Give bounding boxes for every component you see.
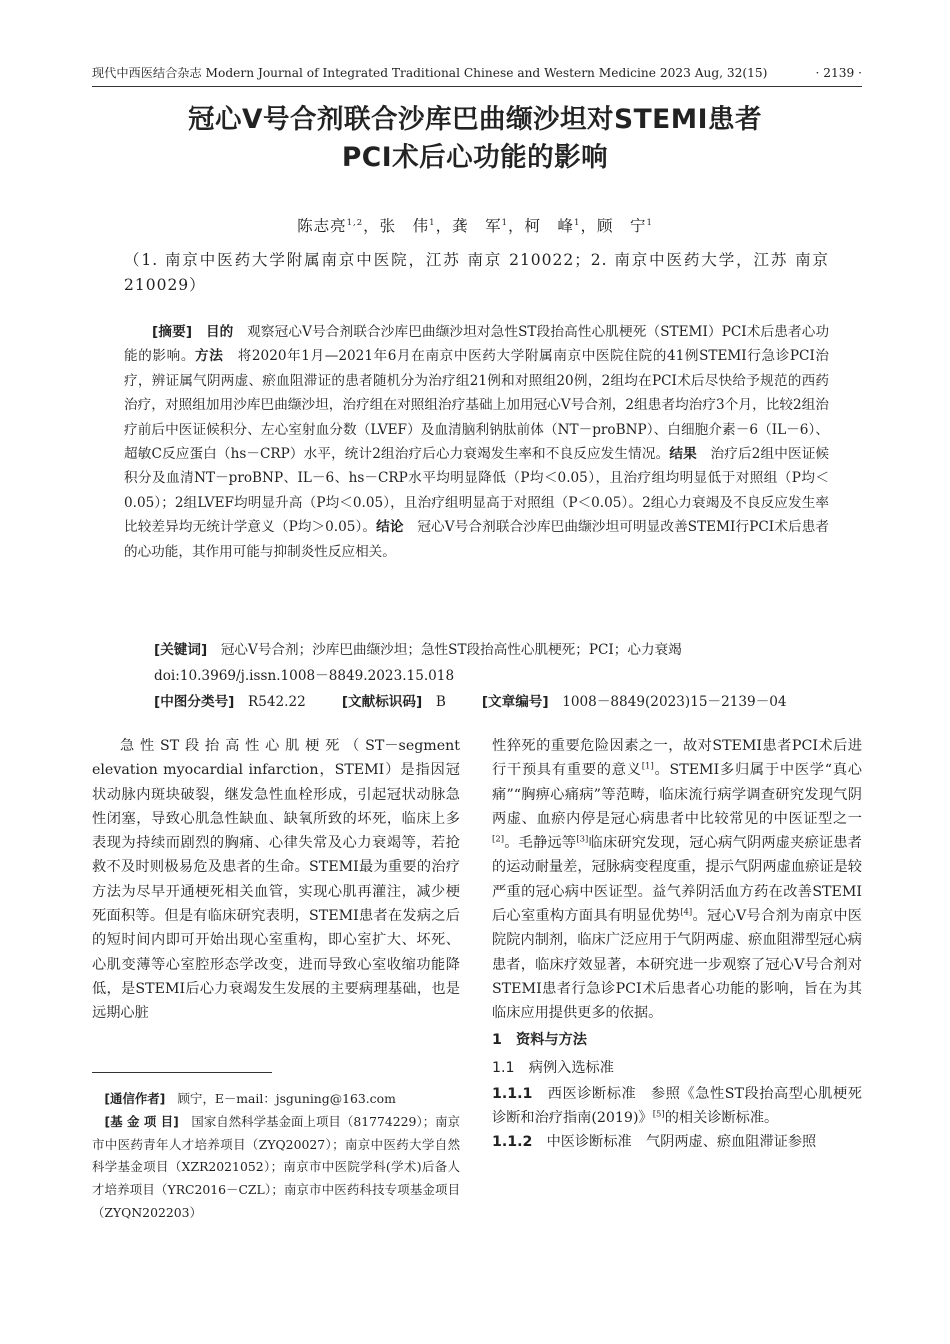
corr-text: 顾宁，E－mail：jsguning@163.com bbox=[177, 1091, 396, 1106]
author-list bbox=[60, 214, 890, 238]
intro-continuation bbox=[492, 734, 862, 1026]
results-text: 治疗后2组中医证候积分及血清NT－proBNP、IL－6、hs－CRP水平均明显降低（P均＜0.05），且治疗组均明显低于对照组（P均＜0.05）；2组LVEF均明显升高（P均＜0.05），且治疗组明显高于对照组（P＜0.05）。2组心力衰竭及不良反应发生率比较差异均无统计学意义（P均＞0.05）。 bbox=[124, 446, 830, 536]
fund-text: 国家自然科学基金面上项目（81774229）；南京市中医药青年人才培养项目（ZYQ20027）；南京中医药大学自然科学基金项目（XZR2021052）；南京市中医院学科(学术)后备人才培养项目（YRC2016－CZL）；南京市中医药科技专项基金项目（ZYQN202203） bbox=[92, 1113, 461, 1220]
citation: [1] bbox=[641, 761, 654, 772]
doc-code-value: B bbox=[435, 694, 446, 710]
results-label: 结果 bbox=[669, 446, 697, 463]
subsection-1-1-1 bbox=[492, 1082, 862, 1131]
author-affiliation-mark: 1 bbox=[429, 217, 436, 228]
citation: [4] bbox=[680, 907, 693, 918]
article-title bbox=[60, 101, 890, 177]
section-heading-1: 1 资料与方法 bbox=[492, 1031, 587, 1048]
subsection-title: 西医诊断标准 bbox=[547, 1085, 637, 1102]
clc-value: R542.22 bbox=[248, 694, 306, 710]
footnotes bbox=[92, 1088, 460, 1225]
subsection-text: 的相关诊断标准。 bbox=[664, 1109, 779, 1126]
article-number-label: [文章编号] bbox=[481, 694, 549, 710]
citation: [5] bbox=[652, 1109, 665, 1120]
keywords-label: [关键词] bbox=[154, 642, 208, 658]
objective-label: 目的 bbox=[205, 324, 234, 340]
objective-text: 观察冠心Ⅴ号合剂联合沙库巴曲缬沙坦对急性ST段抬高性心肌梗死（STEMI）PCI术后患者心功能的影响。 bbox=[124, 324, 830, 365]
doi: doi:10.3969/j.issn.1008－8849.2023.15.018 bbox=[154, 668, 455, 684]
citation: [3] bbox=[576, 834, 589, 845]
subsection-1-1-2 bbox=[492, 1130, 862, 1154]
methods-label: 方法 bbox=[195, 348, 224, 365]
subsection-number: 1.1.1 bbox=[492, 1085, 533, 1102]
author-affiliation-mark: 1 bbox=[646, 217, 653, 228]
author-affiliation-mark: 1 bbox=[501, 217, 509, 228]
header-rule bbox=[92, 86, 862, 87]
subsection-title: 中医诊断标准 bbox=[546, 1134, 632, 1151]
author-separator: ， bbox=[580, 217, 597, 235]
intro-text: 。毛静远等 bbox=[504, 835, 577, 852]
author-separator: ， bbox=[508, 217, 525, 235]
keywords-text: 冠心Ⅴ号合剂；沙库巴曲缬沙坦；急性ST段抬高性心肌梗死；PCI；心力衰竭 bbox=[220, 642, 682, 658]
author-name: 顾 宁 bbox=[596, 217, 647, 235]
methods-text: 将2020年1月—2021年6月在南京中医药大学附属南京中医院住院的41例STEMI行急诊PCI治疗，辨证属气阴两虚、瘀血阻滞证的患者随机分为治疗组21例和对照组20例，2组均在PCI术后尽快给予规范的西药治疗，对照组加用沙库巴曲缬沙坦，治疗组在对照组治疗基础上加用冠心Ⅴ号合剂，2组患者均治疗3个月，比较2组治疗前后中医证候积分、左心室射血分数（LVEF）及血清脑利钠肽前体（NT－proBNP）、白细胞介素－6（IL－6）、超敏C反应蛋白（hs－CRP）水平，统计2组治疗后心力衰竭发生率和不良反应发生情况。 bbox=[124, 348, 830, 463]
author-separator: ， bbox=[435, 217, 453, 235]
journal-info: 现代中西医结合杂志 Modern Journal of Integrated Traditional Chinese and Western Medicine 2023 Aug, 32(15) bbox=[92, 66, 768, 80]
title-line-2: PCI术后心功能的影响 bbox=[341, 142, 609, 173]
intro-text: 临床研究发现，冠心病气阴两虚夹瘀证患者的运动耐量差，冠脉病变程度重，提示气阴两虚血瘀证是较严重的冠心病中医证型。益气养阴活血方药在改善STEMI后心室重构方面具有明显优势 bbox=[492, 835, 862, 925]
author-separator: ， bbox=[363, 217, 380, 235]
abstract bbox=[124, 320, 829, 564]
footnote-rule bbox=[92, 1072, 272, 1073]
funding bbox=[92, 1111, 460, 1225]
affiliation: （1. 南京中医药大学附属南京中医院，江苏 南京 210022；2. 南京中医药大学，江苏 南京 210029） bbox=[124, 251, 829, 294]
citation: [2] bbox=[492, 834, 505, 845]
classification-line bbox=[154, 690, 844, 714]
fund-label: [基 金 项 目] bbox=[104, 1113, 179, 1129]
doc-code-label: [文献标识码] bbox=[341, 694, 423, 710]
keywords bbox=[154, 638, 829, 662]
subsection-number: 1.1.2 bbox=[492, 1134, 533, 1151]
conclusion-label: 结论 bbox=[376, 519, 404, 536]
clc-label: [中图分类号] bbox=[154, 694, 235, 710]
conclusion-text: 冠心Ⅴ号合剂联合沙库巴曲缬沙坦可明显改善STEMI行PCI术后患者的心功能，其作用可能与抑制炎性反应相关。 bbox=[124, 519, 830, 560]
running-header bbox=[92, 64, 862, 82]
corresponding-author bbox=[92, 1088, 460, 1111]
subsection-text: 参照《急性ST段抬高型心肌梗死诊断和治疗指南(2019)》 bbox=[492, 1085, 862, 1126]
author-name: 陈志亮 bbox=[297, 217, 347, 235]
author-affiliation-mark: 1 bbox=[574, 217, 581, 228]
corr-label: [通信作者] bbox=[104, 1091, 166, 1106]
intro-text: 性猝死的重要危险因素之一，故对STEMI患者PCI术后进行干预具有重要的意义 bbox=[492, 738, 862, 779]
subsection-text: 气阴两虚、瘀血阻滞证参照 bbox=[645, 1134, 817, 1151]
body-left-paragraph: 急性ST段抬高性心肌梗死（ST－segment elevation myocardial infarction，STEMI）是指因冠状动脉内斑块破裂，继发急性血栓形成，引起冠状动脉急性闭塞，导致心肌急性缺血、缺氧所致的坏死，临床上多表现为持续而剧烈的胸痛、心律失常及心力衰竭等，若抢救不及时则极易危及患者的生命。STEMI最为重要的治疗方法为尽早开通梗死相关血管，实现心肌再灌注，减少梗死面积等。但是有临床研究表明，STEMI患者在发病之后的短时间内即可开始出现心室重构，即心室扩大、坏死、心肌变薄等心室腔形态学改变，进而导致心室收缩功能降低，是STEMI后心力衰竭发生发展的主要病理基础，也是远期心脏 bbox=[92, 738, 460, 1022]
body-right-column bbox=[492, 734, 862, 1154]
article-number-value: 1008－8849(2023)15－2139－04 bbox=[562, 694, 787, 710]
author-name: 张 伟 bbox=[379, 217, 430, 235]
intro-text: 。冠心Ⅴ号合剂为南京中医院院内制剂，临床广泛应用于气阴两虚、瘀血阻滞型冠心病患者，临床疗效显著，本研究进一步观察了冠心Ⅴ号合剂对STEMI患者行急诊PCI术后患者心功能的影响，旨在为其临床应用提供更多的依据。 bbox=[492, 908, 862, 1022]
author-name: 龚 军 bbox=[452, 217, 502, 235]
author-name: 柯 峰 bbox=[524, 217, 575, 235]
author-affiliation-mark: 1,2 bbox=[346, 217, 364, 228]
title-line-1: 冠心Ⅴ号合剂联合沙库巴曲缬沙坦对STEMI患者 bbox=[187, 104, 762, 135]
section-heading-1-1: 1.1 病例入选标准 bbox=[492, 1059, 614, 1076]
page-number: · 2139 · bbox=[815, 66, 862, 80]
intro-text: 。STEMI多归属于中医学“真心痛”“胸痹心痛病”等范畴，临床流行病学调查研究发现气阴两虚、血瘀内停是冠心病患者中比较常见的中医证型之一 bbox=[492, 762, 862, 827]
abstract-label: [摘要] bbox=[152, 324, 193, 340]
